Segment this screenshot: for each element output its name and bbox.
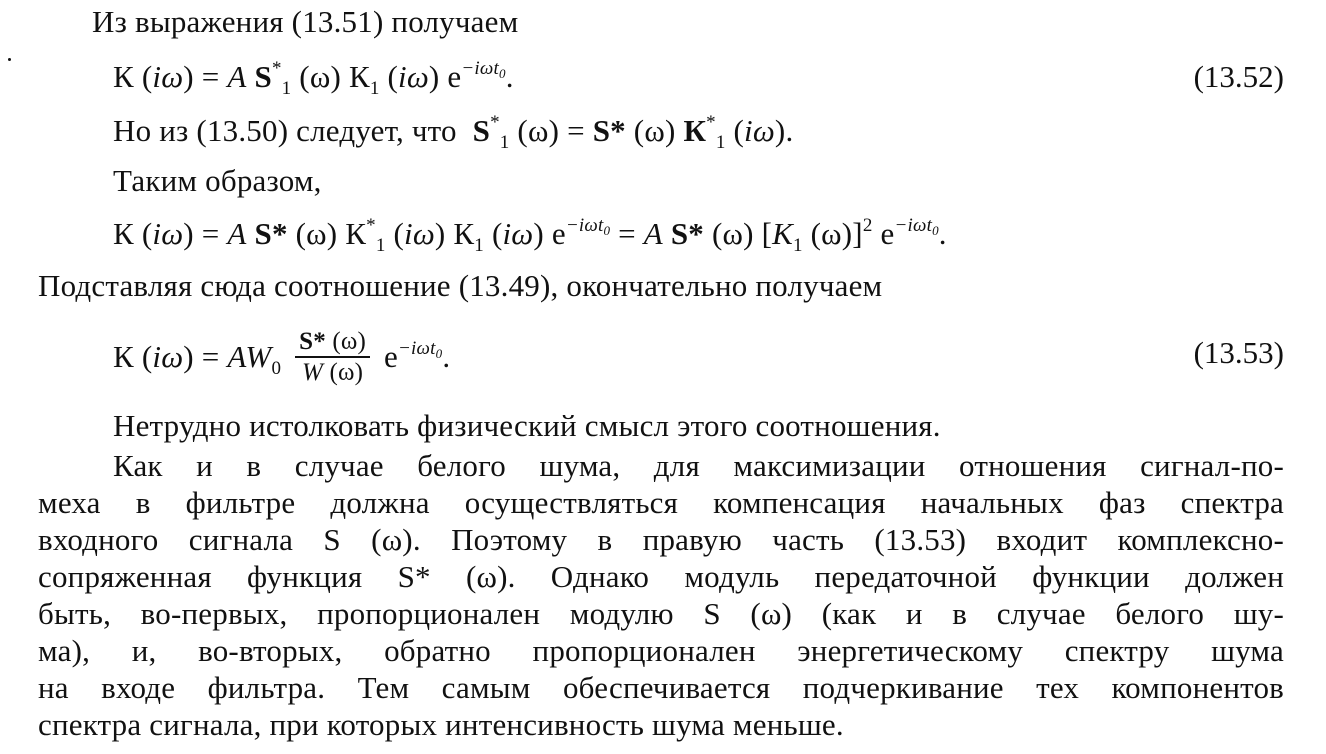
eq-symbol: S* [592,113,626,148]
text-line-3: Но из (13.50) следует, что $S^*_1$ (ω) = S* (ω) $К^*_1$ (iω). [113,112,794,153]
paragraph-line-5: быть, во-первых, пропорционален модулю S (ω) (как и в случае белого шу- [38,596,1284,631]
paragraph-line-2: меха в фильтре должна осуществляться компенсация начальных фаз спектра [38,485,1284,520]
text-line-6 [38,268,882,304]
eq-symbol: ω [722,216,744,251]
eq-symbol: К [345,216,367,251]
eq-exponent: −iωt0 [461,58,506,81]
eq-symbol: S [472,113,491,148]
eq-subscript: 1 [499,132,510,153]
eq-symbol: = [618,216,636,251]
eq-superscript: * [271,58,282,79]
eq-fraction [295,328,370,388]
eq-symbol: = [201,216,220,251]
eq-symbol: iω [744,113,775,148]
text-line-4 [113,163,322,199]
eq-symbol: К [683,113,707,148]
eq-symbol: S* [670,216,704,251]
eq-symbol: A [227,216,247,251]
eq-symbol: iω [502,216,534,251]
eq-exponent: −iωt0 [894,215,939,238]
eq-symbol: К [453,216,475,251]
paragraph-line-7: на входе фильтра. Тем самым обеспечивается подчеркивание тех компонентов [38,670,1284,705]
eq-symbol: ω [309,59,331,94]
eq-symbol: W [245,339,272,375]
text-intro-from-expression: Из выражения (13.51) получаем [92,4,519,39]
eq-symbol: iω [398,59,429,94]
text-not-hard: Нетрудно истолковать физический смысл этого соотношения. [113,408,941,443]
eq-symbol: S* [254,216,288,251]
eq-subscript: 1 [792,235,803,256]
equation-number-13-53: (13.53) [1193,335,1284,370]
text-thus: Таким образом, [113,163,322,198]
equation-13-52: К (iω) = A $S^*_1$ (ω) $К_1$ (iω) $e^{-i\omega t_0}$. [113,58,514,99]
eq-exponent: −iωt0 [565,215,611,238]
eq-symbol: A [643,216,663,251]
eq-symbol: ω [527,113,549,148]
eq-symbol: e [880,216,895,251]
eq-symbol: ω [821,216,842,251]
eq-subscript: 1 [474,235,484,256]
eq-exponent: −iωt0 [398,338,443,362]
eq-symbol: ω [306,216,327,251]
eq-symbol: К [113,216,134,251]
eq-superscript: 2 [862,215,873,236]
equation-combined: К (iω) = A S* (ω) $К^*_1$ (iω) $К_1$ (iω) $e^{-i\omega t_0} = A$ S* (ω) [$K_1$ (ω)]$^2$ $e^{-i\omega t_0}$. [113,215,947,256]
eq-symbol: e [384,339,398,375]
eq-subscript: 1 [375,235,386,256]
eq-superscript: * [490,112,500,133]
eq-symbol: К [348,59,370,94]
eq-fraction-denominator: W (ω) [301,359,364,386]
eq-symbol: К [113,59,134,94]
paragraph-line-3: входного сигнала S (ω). Поэтому в правую часть (13.53) входит комплексно- [38,522,1284,557]
eq-symbol: = [201,339,220,375]
eq-symbol: = [567,113,585,148]
text-substituting: Подставляя сюда соотношение (13.49), окончательно получаем [38,268,883,303]
equation-number-13-52: (13.52) [1193,59,1284,94]
paragraph-line-1: Как и в случае белого шума, для максимизации отношения сигнал-по- [113,448,1284,483]
text-line-8 [113,408,941,444]
eq-subscript: 1 [715,132,726,153]
eq-symbol: e [447,59,462,94]
eq-superscript: * [706,112,716,133]
eq-symbol: iω [152,59,184,94]
eq-symbol: K [772,216,793,251]
eq-symbol: A [227,59,247,94]
eq-symbol: e [551,216,566,251]
eq-fraction-numerator: S* (ω) [295,328,370,358]
paragraph-line-4: сопряженная функция S* (ω). Однако модуль передаточной функции должен [38,559,1284,594]
paragraph-line-6: ма), и, во-вторых, обратно пропорционален энергетическому спектру шума [38,633,1284,668]
eq-symbol: iω [152,339,184,375]
eq-symbol: iω [152,216,184,251]
eq-symbol: A [227,339,246,375]
paragraph-line-8: спектра сигнала, при которых интенсивность шума меньше. [38,707,844,742]
eq-subscript: 0 [271,358,282,380]
eq-subscript: 1 [281,78,292,99]
eq-subscript: 1 [369,78,380,99]
text-line-1 [92,4,518,40]
eq-superscript: * [366,215,376,236]
scan-speck [8,58,11,61]
equation-13-53: К $(i\omega) = AW_0$ $\frac{S* (\omega)}{W (\omega)}$ $e^{-i\omega t_0}$. [113,328,451,386]
eq-symbol: S [254,59,272,94]
eq-symbol: = [201,59,220,94]
eq-symbol: К [113,339,134,375]
text-but-from: Но из (13.50) следует, что [113,113,457,148]
eq-symbol: ω [644,113,665,148]
eq-symbol: iω [404,216,435,251]
